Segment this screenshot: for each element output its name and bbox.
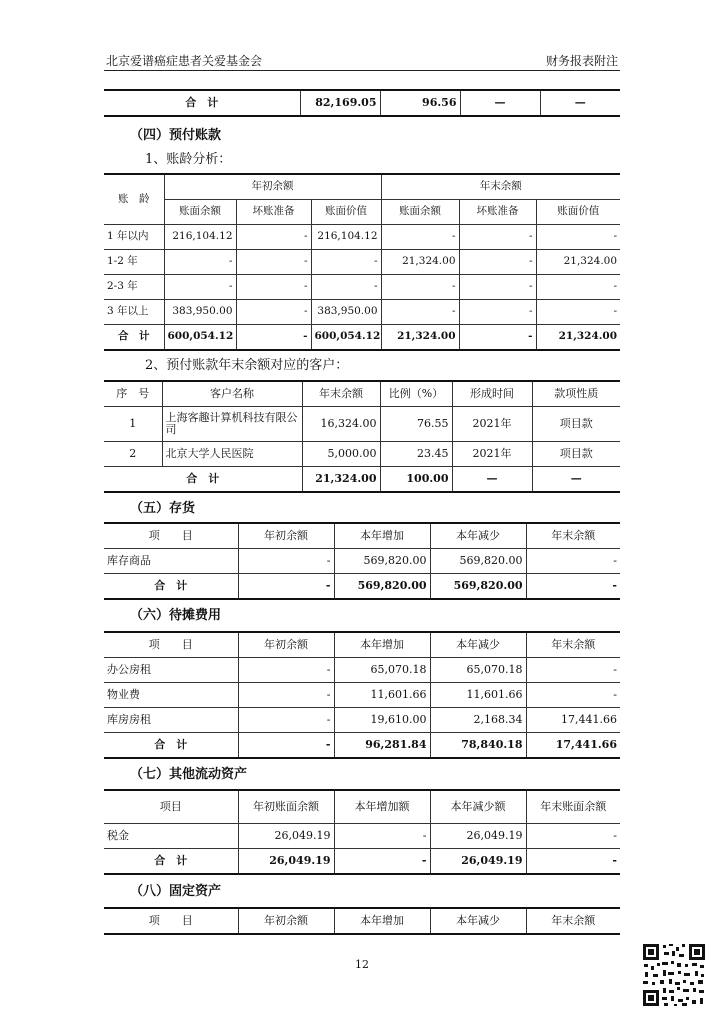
previous-table-total [104,89,620,117]
cell: 216,104.12 [311,225,381,250]
cell: - [459,325,536,351]
cust-col: 序 号 [104,381,162,407]
cell: - [536,275,620,300]
cust-name: 北京大学人民医院 [162,442,302,467]
section-4-title: （四）预付账款 [130,128,222,143]
section-6-title: （六）待摊费用 [130,608,222,623]
cell: 96,281.84 [334,733,430,759]
cell: - [459,300,536,325]
oca-col: 年末账面余额 [526,790,620,824]
total-row [104,574,620,600]
inv-col: 本年增加 [334,523,430,549]
table-row [104,225,620,250]
cell: - [238,574,334,600]
total-c4: — [540,90,620,116]
total-row [104,849,620,875]
cell: - [164,250,236,275]
oca-col: 本年增加额 [334,790,430,824]
cell: 26,049.19 [430,824,526,849]
section-7-title: （七）其他流动资产 [130,767,248,782]
cell: 600,054.12 [311,325,381,351]
cell: - [238,549,334,574]
cust-col: 客户名称 [162,381,302,407]
row-label: 物业费 [104,683,238,708]
cust-amount: 5,000.00 [302,442,380,467]
cell: 383,950.00 [311,300,381,325]
aging-group-begin: 年初余额 [164,174,381,200]
row-label: 税金 [104,824,238,849]
cell: - [381,225,459,250]
cust-no: 2 [104,442,162,467]
total-row [104,733,620,759]
cell: 19,610.00 [334,708,430,733]
cell: 78,840.18 [430,733,526,759]
total-ratio: 96.56 [380,90,460,116]
aging-group-end: 年末余额 [381,174,620,200]
cell: - [526,658,620,683]
aging-table [104,173,620,351]
exp-col: 年末余额 [526,632,620,658]
cell: 569,820.00 [430,574,526,600]
cust-nature: 项目款 [532,442,620,467]
cell: - [236,300,311,325]
cust-time: 2021年 [452,442,532,467]
oca-col: 本年减少额 [430,790,526,824]
prepaid-expense-table [104,631,620,759]
cell: - [238,708,334,733]
report-section-name: 财务报表附注 [545,54,618,68]
cell: 26,049.19 [238,824,334,849]
cell: - [526,574,620,600]
cust-col: 款项性质 [532,381,620,407]
other-current-assets-table [104,789,620,875]
table-row [104,708,620,733]
table-row [104,683,620,708]
aging-col: 账面余额 [381,200,459,225]
cell: 383,950.00 [164,300,236,325]
oca-col: 年初账面余额 [238,790,334,824]
exp-col: 年初余额 [238,632,334,658]
page-number: 12 [355,958,369,971]
cust-ratio: 76.55 [380,407,452,442]
section-8-title: （八）固定资产 [130,884,222,899]
cell: 600,054.12 [164,325,236,351]
cell: - [236,250,311,275]
cell: 569,820.00 [430,549,526,574]
exp-col: 本年减少 [430,632,526,658]
cell: - [238,658,334,683]
cell: 65,070.18 [334,658,430,683]
cell: 21,324.00 [381,250,459,275]
cell: 21,324.00 [536,250,620,275]
cell: - [526,849,620,875]
cell: - [526,683,620,708]
cell: - [526,824,620,849]
cust-no: 1 [104,407,162,442]
row-label: 2-3 年 [104,275,164,300]
cell: - [164,275,236,300]
total-label: 合 计 [104,733,238,759]
exp-col: 项 目 [104,632,238,658]
cell: - [459,275,536,300]
table-row [104,442,620,467]
row-label: 3 年以上 [104,300,164,325]
section-4-sub1: 1、账龄分析： [145,152,232,167]
total-row [104,467,620,493]
cell: - [311,250,381,275]
customer-table [104,380,620,493]
cell: 216,104.12 [164,225,236,250]
cell: - [381,275,459,300]
cust-ratio: 23.45 [380,442,452,467]
qr-code-icon [641,942,707,1008]
aging-col: 账面余额 [164,200,236,225]
cust-nature: 项目款 [532,407,620,442]
oca-col: 项目 [104,790,238,824]
inv-col: 项 目 [104,523,238,549]
cell: - [238,683,334,708]
table-row [104,549,620,574]
total-label: 合 计 [104,849,238,875]
cust-col: 年末余额 [302,381,380,407]
total-label: 合 计 [104,574,238,600]
total-label: 合 计 [104,325,164,351]
aging-col: 账面价值 [536,200,620,225]
fa-col: 本年减少 [430,908,526,934]
total-c3: — [460,90,540,116]
row-label: 办公房租 [104,658,238,683]
cust-name: 上海客趣计算机科技有限公司 [162,407,302,442]
row-label: 库房房租 [104,708,238,733]
row-label: 库存商品 [104,549,238,574]
row-label: 1 年以内 [104,225,164,250]
total-ratio: 100.00 [380,467,452,493]
cell: - [311,275,381,300]
cell: 569,820.00 [334,574,430,600]
fa-col: 项 目 [104,908,238,934]
cell: - [238,733,334,759]
cell: - [381,300,459,325]
cell: - [536,300,620,325]
total-amount: 82,169.05 [300,90,380,116]
cell: 26,049.19 [430,849,526,875]
cell: 11,601.66 [430,683,526,708]
cell: 21,324.00 [536,325,620,351]
table-row [104,824,620,849]
total-label: 合 计 [104,467,302,493]
cell: - [334,849,430,875]
inv-col: 本年减少 [430,523,526,549]
org-name: 北京爱谱癌症患者关爱基金会 [106,54,263,68]
fa-col: 年末余额 [526,908,620,934]
cell: 2,168.34 [430,708,526,733]
cell: - [236,275,311,300]
table-row [104,300,620,325]
cell: 65,070.18 [430,658,526,683]
table-row [104,250,620,275]
cell: - [459,250,536,275]
inventory-table [104,522,620,600]
total-amount: 21,324.00 [302,467,380,493]
cell: 21,324.00 [381,325,459,351]
exp-col: 本年增加 [334,632,430,658]
fa-col: 本年增加 [334,908,430,934]
cell: - [334,824,430,849]
inv-col: 年末余额 [526,523,620,549]
cell: 17,441.66 [526,733,620,759]
table-row [104,658,620,683]
fixed-assets-table [104,907,620,935]
cell: - [536,225,620,250]
section-5-title: （五）存货 [130,501,196,516]
section-4-sub2: 2、预付账款年末余额对应的客户： [145,358,349,373]
page-header [104,48,620,71]
cust-time: 2021年 [452,407,532,442]
table-row [104,275,620,300]
row-label: 1-2 年 [104,250,164,275]
cell: - [236,225,311,250]
total-time: — [452,467,532,493]
cell: - [236,325,311,351]
cell: 11,601.66 [334,683,430,708]
cell: - [459,225,536,250]
inv-col: 年初余额 [238,523,334,549]
aging-col: 坏账准备 [236,200,311,225]
aging-col: 账面价值 [311,200,381,225]
cust-col: 形成时间 [452,381,532,407]
aging-col-label: 账 龄 [104,174,164,225]
cell: 26,049.19 [238,849,334,875]
aging-col: 坏账准备 [459,200,536,225]
table-row [104,407,620,442]
cell: 17,441.66 [526,708,620,733]
cust-amount: 16,324.00 [302,407,380,442]
total-row [104,325,620,351]
cust-col: 比例（%） [380,381,452,407]
fa-col: 年初余额 [238,908,334,934]
cell: - [526,549,620,574]
total-nature: — [532,467,620,493]
total-label: 合 计 [104,90,300,116]
cell: 569,820.00 [334,549,430,574]
